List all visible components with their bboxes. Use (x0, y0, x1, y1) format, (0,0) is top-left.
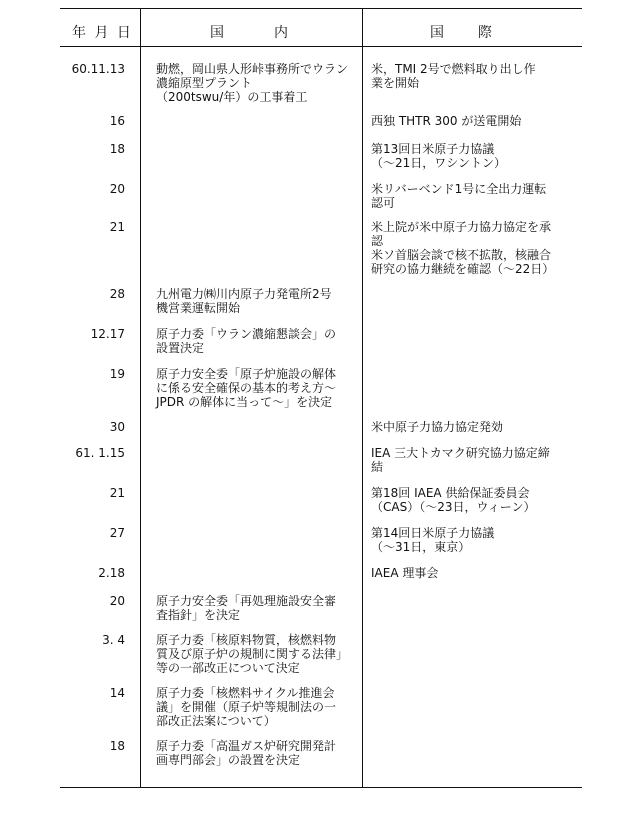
row-international: 米リバーベンド1号に全出力運転 認可 (371, 182, 547, 210)
row-international: 第13回日米原子力協議 （～21日，ワシントン） (371, 142, 506, 170)
row-date: 61. 1.15 (75, 446, 125, 460)
row-domestic: 原子力委「ウラン濃縮懇談会」の 設置決定 (156, 327, 337, 355)
row-date: 14 (109, 686, 125, 700)
row-domestic: 原子力委「高温ガス炉研究開発計 画専門部会」の設置を決定 (156, 739, 337, 767)
header-date: 年 月 日 (72, 25, 133, 41)
row-domestic: 原子力委「核原料物質，核燃料物 質及び原子炉の規制に関する法律」 等の一部改正について決定 (156, 633, 349, 675)
row-international: 米，TMI 2号で燃料取り出し作 業を開始 (371, 62, 536, 90)
row-domestic: 動燃，岡山県人形峠事務所でウラン 濃縮原型プラント （200tswu/年）の工事着工 (156, 62, 349, 104)
date-column-divider (140, 8, 141, 788)
header-international: 国 際 (430, 25, 494, 41)
row-date: 2.18 (98, 566, 125, 580)
row-international: 米中原子力協力協定発効 (371, 420, 504, 434)
row-date: 19 (109, 367, 125, 381)
row-international: IEA 三大トカマク研究協力協定締 結 (371, 446, 550, 474)
header-rule (60, 46, 582, 47)
row-date: 18 (109, 739, 125, 753)
row-date: 27 (109, 526, 125, 540)
row-date: 30 (109, 420, 125, 434)
header-domestic: 国 内 (210, 25, 290, 41)
row-domestic: 原子力委「核燃料サイクル推進会 議」を開催（原子炉等規制法の一 部改正法案について） (156, 686, 337, 728)
row-date: 21 (109, 220, 125, 234)
row-international: 西独 THTR 300 が送電開始 (371, 114, 522, 128)
row-international: 米上院が米中原子力協力協定を承 認 米ソ首脳会談で核不拡散，核融合 研究の協力継続を確認（～22日） (371, 220, 555, 276)
row-international: 第18回 IAEA 供給保証委員会 （CAS）（～23日，ウィーン） (371, 486, 536, 514)
row-date: 20 (109, 182, 125, 196)
row-date: 60.11.13 (71, 62, 125, 76)
row-domestic: 原子力安全委「再処理施設安全審 査指針」を決定 (156, 594, 337, 622)
bottom-rule (60, 787, 582, 788)
row-date: 16 (109, 114, 125, 128)
row-international: 第14回日米原子力協議 （～31日，東京） (371, 526, 495, 554)
top-rule (60, 8, 582, 9)
row-date: 12.17 (90, 327, 125, 341)
row-date: 20 (109, 594, 125, 608)
row-date: 3. 4 (102, 633, 125, 647)
row-date: 21 (109, 486, 125, 500)
row-date: 28 (109, 287, 125, 301)
row-date: 18 (109, 142, 125, 156)
row-domestic: 原子力安全委「原子炉施設の解体 に係る安全確保の基本的考え方～ JPDR の解体に当って～」を決定 (156, 367, 337, 409)
row-international: IAEA 理事会 (371, 566, 439, 580)
row-domestic: 九州電力㈱川内原子力発電所2号 機営業運転開始 (156, 287, 332, 315)
